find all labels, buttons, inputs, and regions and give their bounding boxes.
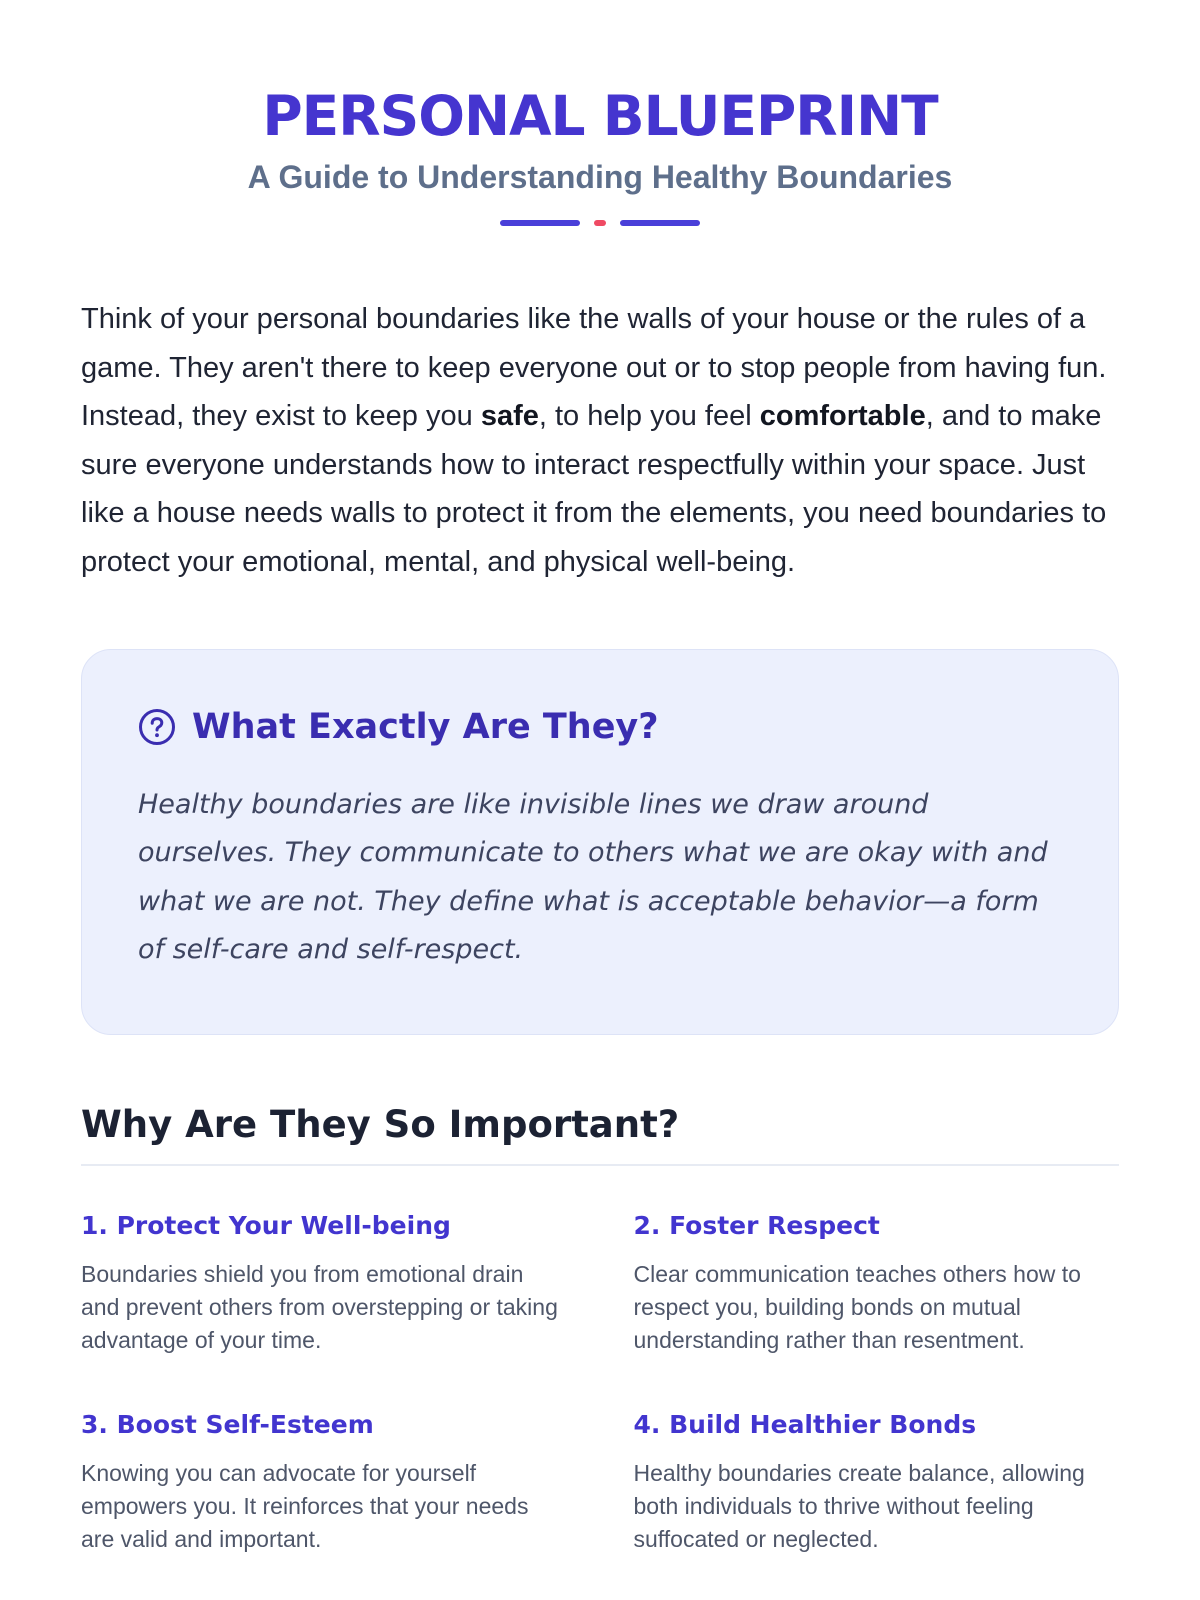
definition-callout: [81, 649, 1119, 1035]
intro-text-3: , and to make sure everyone understands how to interact respectfully within your space. Just like a house needs walls to protect it from the elements, you need boundaries to protect your emotional, mental, and physical well-being.: [81, 400, 1107, 578]
header: [81, 0, 1119, 227]
reason-card: [81, 1409, 567, 1556]
intro-bold-safe: safe: [480, 400, 539, 433]
divider-bar-right: [620, 220, 700, 226]
reason-text: Clear communication teaches others how to respect you, building bonds on mutual understanding rather than resentment.: [633, 1260, 1081, 1353]
reason-text: Knowing you can advocate for yourself empowers you. It reinforces that your needs are valid and important.: [81, 1459, 529, 1552]
intro-paragraph: [81, 295, 1119, 587]
section-title: Why Are They So Important?: [81, 1103, 1119, 1166]
divider-dot: [594, 220, 606, 226]
callout-title: What Exactly Are They?: [192, 706, 659, 747]
reason-title: 4. Build Healthier Bonds: [633, 1409, 977, 1439]
reason-title: 1. Protect Your Well-being: [81, 1210, 451, 1240]
reason-text: Boundaries shield you from emotional drain and prevent others from overstepping or taking advantage of your time.: [81, 1260, 558, 1353]
header-divider: [81, 219, 1119, 227]
question-circle-icon: [138, 708, 176, 746]
reason-title: 3. Boost Self-Esteem: [81, 1409, 374, 1439]
reason-text: Healthy boundaries create balance, allowing both individuals to thrive without feeling suffocated or neglected.: [633, 1459, 1085, 1552]
reason-title: 2. Foster Respect: [633, 1210, 880, 1240]
intro-bold-comfortable: comfortable: [759, 400, 926, 433]
page-subtitle: A Guide to Understanding Healthy Boundaries: [247, 159, 953, 195]
page-title: PERSONAL BLUEPRINT: [262, 84, 938, 148]
intro-text-2: , to help you feel: [538, 400, 760, 433]
callout-header: [138, 705, 1062, 749]
reason-card: [634, 1409, 1120, 1556]
reason-card: [634, 1210, 1120, 1357]
reasons-grid: [81, 1210, 1119, 1556]
reason-card: [81, 1210, 567, 1357]
divider-bar-left: [500, 220, 580, 226]
callout-text: Healthy boundaries are like invisible lines we draw around ourselves. They communicate to others what we are okay with and what we are not. They define what is acceptable behavior—a form of self-care and self-respect.: [138, 788, 1048, 966]
intro-text-1: Think of your personal boundaries like the walls of your house or the rules of a game. They aren't there to keep everyone out or to stop people from having fun. Instead, they exist to keep you: [81, 303, 1107, 433]
